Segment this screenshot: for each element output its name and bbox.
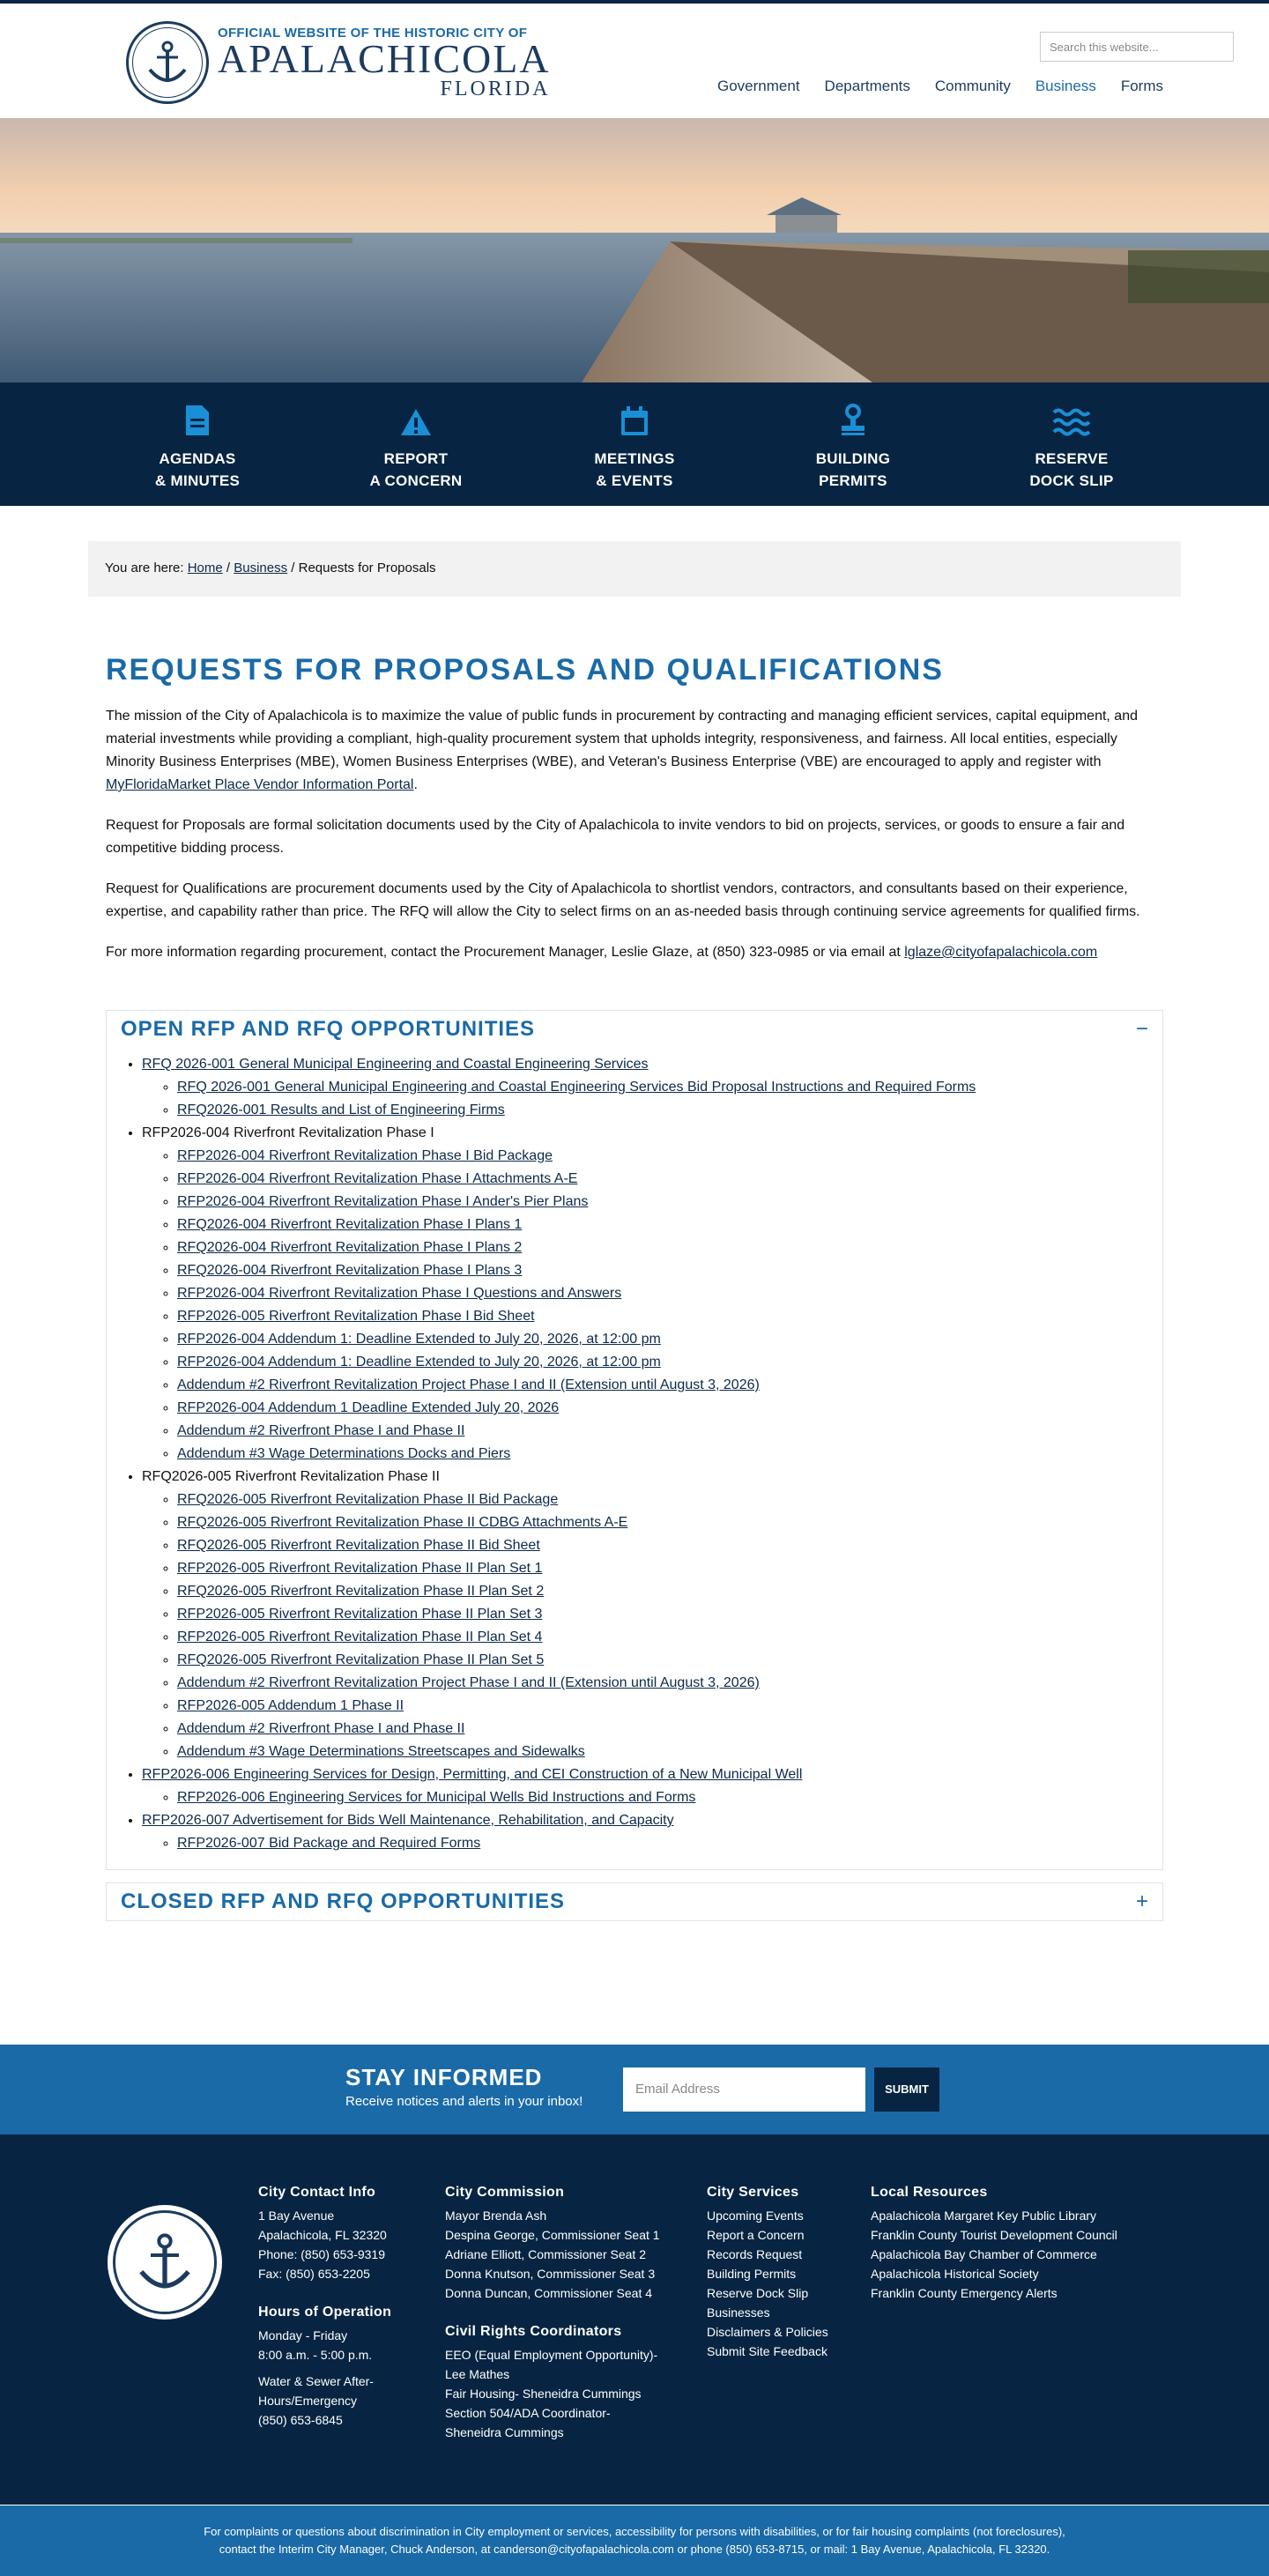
logo-tagline: OFFICIAL WEBSITE OF THE HISTORIC CITY OF <box>218 25 528 41</box>
rfp-group <box>142 1466 1148 1763</box>
document-link[interactable]: RFP2026-007 Bid Package and Required Forms <box>177 1836 481 1851</box>
nav-business[interactable]: Business <box>1035 78 1096 94</box>
city-seal-icon <box>126 21 209 104</box>
document-link[interactable]: RFQ2026-001 Results and List of Engineering Firms <box>177 1102 505 1117</box>
document-list-item <box>177 1282 1148 1305</box>
document-link[interactable]: RFP2026-004 Addendum 1: Deadline Extended to July 20, 2026, at 12:00 pm <box>177 1332 661 1347</box>
rfp-group <box>142 1763 1148 1809</box>
breadcrumb: You are here: Home / Business / Requests for Proposals <box>88 541 1181 597</box>
quick-link-permits[interactable]: BUILDING PERMITS <box>744 382 962 506</box>
breadcrumb-business-link[interactable]: Business <box>234 560 288 575</box>
document-link[interactable]: RFP2026-005 Riverfront Revitalization Phase II Plan Set 1 <box>177 1561 543 1576</box>
site-footer <box>0 2134 1269 2505</box>
document-link[interactable]: RFQ2026-005 Riverfront Revitalization Phase II Plan Set 5 <box>177 1652 545 1667</box>
closed-opportunities-header[interactable]: CLOSED RFP AND RFQ OPPORTUNITIES + <box>121 1889 1148 1913</box>
document-list-item <box>177 1168 1148 1191</box>
rfq-paragraph: Request for Qualifications are procurement documents used by the City of Apalachicola to shortlist vendors, contractors, and consultants based on their experience, expertise, and capability rather than price. The RFQ will allow the City to select firms on an as-needed basis through continuing service agreements for qualified firms. <box>106 881 1140 919</box>
document-link[interactable]: RFP2026-005 Addendum 1 Phase II <box>177 1698 404 1713</box>
quick-link-report-concern[interactable]: REPORT A CONCERN <box>307 382 525 506</box>
footer-link[interactable]: Disclaimers & Policies <box>707 2325 828 2339</box>
document-link[interactable]: Addendum #2 Riverfront Phase I and Phase II <box>177 1423 465 1438</box>
document-list-item <box>177 1076 1148 1099</box>
document-list-item <box>177 1420 1148 1443</box>
footer-link[interactable]: Report a Concern <box>707 2228 805 2242</box>
document-list-item <box>177 1214 1148 1236</box>
document-list-item <box>177 1374 1148 1397</box>
document-list-item <box>177 1580 1148 1603</box>
site-logo[interactable] <box>126 21 551 104</box>
rfp-group <box>142 1809 1148 1855</box>
search-input[interactable]: Search this website... <box>1040 32 1234 62</box>
document-link[interactable]: RFQ2026-005 Riverfront Revitalization Phase II Bid Package <box>177 1492 559 1507</box>
footer-services: City Services Upcoming Events Report a Concern Records Request Building Permits Reserve Dock Slip Businesses Disclaimers & Policies Submit Site Feedback <box>707 2183 828 2361</box>
document-link[interactable]: RFP2026-004 Riverfront Revitalization Phase I Questions and Answers <box>177 1286 622 1301</box>
document-list-item <box>177 1397 1148 1420</box>
rfp-group-link[interactable]: RFP2026-007 Advertisement for Bids Well Maintenance, Rehabilitation, and Capacity <box>142 1813 674 1828</box>
document-list-item <box>177 1695 1148 1718</box>
page-title: REQUESTS FOR PROPOSALS AND QUALIFICATIONS <box>106 653 944 687</box>
document-link[interactable]: RFQ 2026-001 General Municipal Engineering and Coastal Engineering Services Bid Proposal Instructions and Required Forms <box>177 1080 976 1095</box>
footer-link[interactable]: Apalachicola Margaret Key Public Library <box>871 2209 1097 2223</box>
document-link[interactable]: Addendum #3 Wage Determinations Streetscapes and Sidewalks <box>177 1744 585 1759</box>
footer-link[interactable]: Building Permits <box>707 2267 797 2281</box>
document-link[interactable]: RFP2026-005 Riverfront Revitalization Phase II Plan Set 4 <box>177 1629 543 1644</box>
document-link[interactable]: RFP2026-005 Riverfront Revitalization Phase II Plan Set 3 <box>177 1607 543 1622</box>
document-icon <box>88 400 307 437</box>
rfp-group-link[interactable]: RFQ 2026-001 General Municipal Engineering and Coastal Engineering Services <box>142 1057 649 1072</box>
nav-departments[interactable]: Departments <box>824 78 910 94</box>
open-opportunities-accordion <box>106 1010 1163 1870</box>
document-list-item <box>177 1099 1148 1122</box>
document-list-item <box>177 1443 1148 1466</box>
document-link[interactable]: Addendum #3 Wage Determinations Docks and Piers <box>177 1446 511 1461</box>
quick-links <box>0 382 1269 506</box>
document-list-item <box>177 1603 1148 1626</box>
document-list-item <box>177 1191 1148 1214</box>
document-link[interactable]: RFQ2026-005 Riverfront Revitalization Phase II CDBG Attachments A-E <box>177 1515 628 1530</box>
water-icon <box>962 400 1181 437</box>
document-list-item <box>177 1649 1148 1672</box>
vendor-portal-link[interactable]: MyFloridaMarket Place Vendor Information Portal <box>106 777 414 792</box>
document-link[interactable]: Addendum #2 Riverfront Revitalization Project Phase I and II (Extension until August 3, 2026) <box>177 1377 760 1392</box>
footer-contact: City Contact Info 1 Bay Avenue Apalachicola, FL 32320 Phone: (850) 653-9319 Fax: (850) 653-2205 Hours of Operation Monday - Friday 8:00 a.m. - 5:00 p.m. Water & Sewer After- Hours/Emergency (850) 653-6845 <box>258 2185 392 2427</box>
quick-link-dock-slip[interactable]: RESERVE DOCK SLIP <box>962 382 1181 506</box>
expand-icon[interactable]: + <box>1135 1889 1148 1913</box>
document-list-item <box>177 1305 1148 1328</box>
footer-link[interactable]: Upcoming Events <box>707 2209 804 2223</box>
calendar-icon <box>525 400 744 437</box>
document-list-item <box>177 1534 1148 1557</box>
document-list-item <box>177 1259 1148 1282</box>
email-field[interactable]: Email Address <box>623 2067 865 2112</box>
document-link[interactable]: RFP2026-005 Riverfront Revitalization Phase I Bid Sheet <box>177 1309 535 1324</box>
rfp-paragraph: Request for Proposals are formal solicitation documents used by the City of Apalachicola to invite vendors to bid on projects, services, or goods to ensure a fair and competitive bidding process. <box>106 818 1125 856</box>
document-list-item <box>177 1145 1148 1168</box>
quick-link-meetings[interactable]: MEETINGS & EVENTS <box>525 382 744 506</box>
document-link[interactable]: RFP2026-004 Riverfront Revitalization Phase I Ander's Pier Plans <box>177 1194 589 1209</box>
open-opportunities-list <box>107 1048 1162 1869</box>
rfp-group <box>142 1053 1148 1122</box>
document-link[interactable]: RFP2026-004 Riverfront Revitalization Phase I Attachments A-E <box>177 1171 578 1186</box>
document-list-item <box>177 1488 1148 1511</box>
rfp-group <box>142 1122 1148 1466</box>
main-nav <box>717 78 1163 95</box>
logo-state: FLORIDA <box>440 77 551 100</box>
footer-link[interactable]: Businesses <box>707 2305 770 2320</box>
site-header <box>0 4 1269 118</box>
document-list-item <box>177 1328 1148 1351</box>
open-opportunities-header[interactable]: OPEN RFP AND RFQ OPPORTUNITIES − <box>121 1017 1148 1041</box>
footer-link[interactable]: Submit Site Feedback <box>707 2344 827 2358</box>
footer-resources: Local Resources Apalachicola Margaret Key Public Library Franklin County Tourist Development Council Apalachicola Bay Chamber of Commerce Apalachicola Historical Society Franklin County Emergency Alerts <box>871 2183 1117 2303</box>
stay-informed-section <box>0 2045 1269 2134</box>
document-list-item <box>177 1832 1148 1855</box>
document-link[interactable]: RFP2026-006 Engineering Services for Municipal Wells Bid Instructions and Forms <box>177 1790 696 1805</box>
nav-government[interactable]: Government <box>717 78 800 94</box>
nondiscrimination-notice: For complaints or questions about discrimination in City employment or services, accessibility for persons with disabilities, or for fair housing complaints (not foreclosures), contact the Interim City Manager, Chuck Anderson, at canderson@cityofapalachicola.com or phone (850) 653-8715, or mail: 1 Bay Avenue, Apalachicola, FL 32320. <box>0 2505 1269 2576</box>
document-link[interactable]: RFQ2026-004 Riverfront Revitalization Phase I Plans 3 <box>177 1263 523 1278</box>
nav-forms[interactable]: Forms <box>1120 78 1163 94</box>
document-list-item <box>177 1672 1148 1695</box>
document-link[interactable]: RFQ2026-005 Riverfront Revitalization Phase II Bid Sheet <box>177 1538 540 1553</box>
stay-informed-subtitle: Receive notices and alerts in your inbox! <box>345 2094 583 2109</box>
footer-link[interactable]: Apalachicola Historical Society <box>871 2267 1039 2281</box>
nav-community[interactable]: Community <box>934 78 1011 94</box>
footer-link[interactable]: Reserve Dock Slip <box>707 2286 809 2300</box>
rfp-group-label: RFQ2026-005 Riverfront Revitalization Phase II <box>142 1469 440 1484</box>
footer-link[interactable]: Records Request <box>707 2247 803 2261</box>
collapse-icon[interactable]: − <box>1135 1017 1148 1041</box>
document-list-item <box>177 1718 1148 1741</box>
document-list-item <box>177 1626 1148 1649</box>
procurement-email-link[interactable]: lglaze@cityofapalachicola.com <box>904 945 1098 960</box>
hero-image <box>0 118 1269 382</box>
document-link[interactable]: Addendum #2 Riverfront Phase I and Phase II <box>177 1721 465 1736</box>
warning-icon <box>307 400 525 437</box>
document-link[interactable]: RFQ2026-004 Riverfront Revitalization Phase I Plans 1 <box>177 1217 523 1232</box>
footer-commission: City Commission Mayor Brenda Ash Despina George, Commissioner Seat 1 Adriane Elliott, Commissioner Seat 2 Donna Knutson, Commissioner Seat 3 Donna Duncan, Commissioner Seat 4 Civil Rights Coordinators EEO (Equal Employment Opportunity)- Lee Mathes Fair Housing- Sheneidra Cummings Section 504/ADA Coordinator- Sheneidra Cummings <box>445 2185 660 2439</box>
document-list-item <box>177 1351 1148 1374</box>
document-link[interactable]: RFP2026-004 Riverfront Revitalization Phase I Bid Package <box>177 1148 553 1163</box>
document-list-item <box>177 1786 1148 1809</box>
breadcrumb-current: Requests for Proposals <box>298 560 436 575</box>
closed-opportunities-accordion <box>106 1882 1163 1921</box>
footer-seal-icon <box>108 2205 222 2320</box>
stay-informed-title: STAY INFORMED <box>345 2064 543 2090</box>
mission-paragraph: The mission of the City of Apalachicola is to maximize the value of public funds in procurement by contracting and managing efficient services, capital equipment, and material investments while providing a compliant, high-quality procurement system that upholds integrity, responsiveness, and fairness. All local entities, especially Minority Business Enterprises (MBE), Women Business Enterprises (WBE), and Veteran's Business Enterprise (VBE) are encouraged to apply and register with MyFloridaMarket Place Vendor Information Portal. <box>106 709 1138 792</box>
document-list-item <box>177 1511 1148 1534</box>
document-link[interactable]: RFQ2026-004 Riverfront Revitalization Phase I Plans 2 <box>177 1240 523 1255</box>
document-link[interactable]: RFP2026-004 Addendum 1 Deadline Extended July 20, 2026 <box>177 1400 560 1415</box>
document-link[interactable]: RFQ2026-005 Riverfront Revitalization Phase II Plan Set 2 <box>177 1584 545 1599</box>
rfp-group-label: RFP2026-004 Riverfront Revitalization Phase I <box>142 1125 434 1140</box>
stamp-icon <box>744 400 962 437</box>
breadcrumb-home-link[interactable]: Home <box>187 560 223 575</box>
document-link[interactable]: RFP2026-004 Addendum 1: Deadline Extended to July 20, 2026, at 12:00 pm <box>177 1355 661 1370</box>
submit-button[interactable]: SUBMIT <box>874 2067 939 2112</box>
quick-link-agendas[interactable]: AGENDAS & MINUTES <box>88 382 307 506</box>
rfp-group-link[interactable]: RFP2026-006 Engineering Services for Design, Permitting, and CEI Construction of a New Municipal Well <box>142 1767 803 1782</box>
document-list-item <box>177 1557 1148 1580</box>
document-list-item <box>177 1741 1148 1763</box>
document-list-item <box>177 1236 1148 1259</box>
footer-link[interactable]: Franklin County Tourist Development Council <box>871 2228 1117 2242</box>
logo-city-name: APALACHICOLA <box>218 35 551 81</box>
main-content <box>0 653 1269 1921</box>
document-link[interactable]: Addendum #2 Riverfront Revitalization Project Phase I and II (Extension until August 3, 2026) <box>177 1675 760 1690</box>
contact-paragraph: For more information regarding procurement, contact the Procurement Manager, Leslie Glaze, at (850) 323-0985 or via email at lglaze@cityofapalachicola.com <box>106 945 1098 960</box>
footer-link[interactable]: Franklin County Emergency Alerts <box>871 2286 1058 2300</box>
footer-link[interactable]: Apalachicola Bay Chamber of Commerce <box>871 2247 1097 2261</box>
